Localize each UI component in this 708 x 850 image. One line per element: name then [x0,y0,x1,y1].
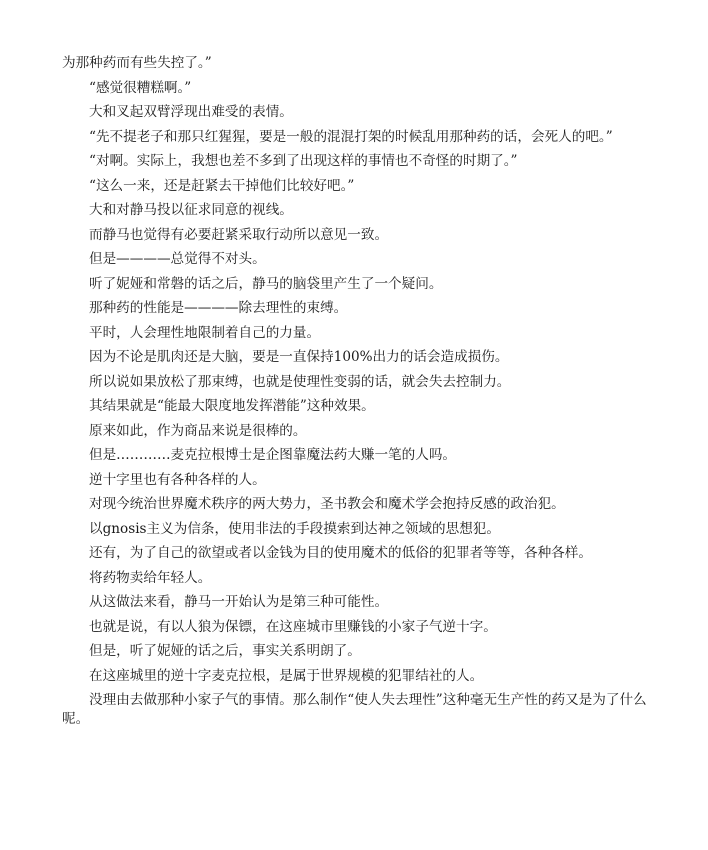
paragraph: 以gnosis主义为信条，使用非法的手段摸索到达神之领域的思想犯。 [89,520,500,537]
paragraph: 对现今统治世界魔术秩序的两大势力，圣书教会和魔术学会抱持反感的政治犯。 [89,496,565,512]
paragraph: 那种药的性能是————除去理性的束缚。 [89,300,348,316]
paragraph: 逆十字里也有各种各样的人。 [89,471,266,488]
paragraph: “对啊。实际上，我想也差不多到了出现这样的事情也不奇怪的时期了。” [89,153,518,169]
paragraph: 所以说如果放松了那束缚，也就是使理性变弱的话，就会失去控制力。 [89,373,511,390]
paragraph: 但是…………麦克拉根博士是企图靠魔法药大赚一笔的人吗。 [89,447,457,463]
paragraph: 但是————总觉得不对头。 [89,251,266,267]
paragraph: 其结果就是“能最大限度地发挥潜能”这种效果。 [89,398,375,414]
paragraph: 将药物卖给年轻人。 [89,569,212,586]
paragraph: 但是，听了妮娅的话之后，事实关系明朗了。 [89,643,361,659]
paragraph: “先不提老子和那只红猩猩，要是一般的混混打架的时候乱用那种药的话，会死人的吧。” [89,128,613,145]
paragraph: 没理由去做那种小家子气的事情。那么制作“使人失去理性”这种毫无生产性的药又是为了什么呢。 [62,692,647,727]
paragraph: 原来如此，作为商品来说是很棒的。 [89,422,307,439]
paragraph: 平时，人会理性地限制着自己的力量。 [89,324,321,341]
paragraph: 还有，为了自己的欲望或者以金钱为目的使用魔术的低俗的犯罪者等等，各种各样。 [89,545,592,561]
paragraph: “这么一来，还是赶紧去干掉他们比较好吧。” [89,177,355,194]
paragraph: 听了妮娅和常磐的话之后，静马的脑袋里产生了一个疑问。 [89,275,443,292]
paragraph: 从这做法来看，静马一开始认为是第三种可能性。 [89,594,389,610]
paragraph: 而静马也觉得有必要赶紧采取行动所以意见一致。 [89,226,389,243]
paragraph: “感觉很糟糕啊。” [89,79,192,96]
paragraph: 因为不论是肌肉还是大脑，要是一直保持100%出力的话会造成损伤。 [89,349,509,365]
paragraph: 在这座城里的逆十字麦克拉根，是属于世界规模的犯罪结社的人。 [89,667,484,684]
paragraph: 也就是说，有以人狼为保镖，在这座城市里赚钱的小家子气逆十字。 [89,618,497,635]
paragraph: 大和叉起双臂浮现出难受的表情。 [89,104,293,120]
document-page [62,54,650,735]
paragraph: 大和对静马投以征求同意的视线。 [89,202,293,218]
paragraph: 为那种药而有些失控了。” [62,55,212,71]
